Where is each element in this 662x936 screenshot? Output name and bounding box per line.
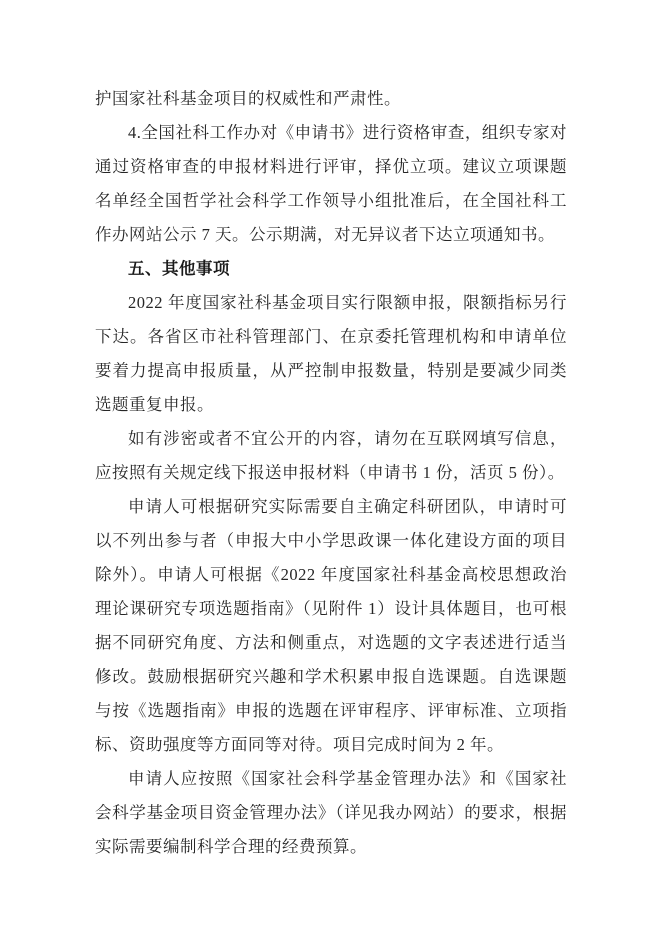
paragraph-confidential-content: 如有涉密或者不宜公开的内容，请勿在互联网填写信息，应按照有关规定线下报送申报材料（申请书 1 份，活页 5 份）。 xyxy=(95,429,567,482)
paragraph-quota-application: 2022 年度国家社科基金项目实行限额申报，限额指标另行下达。各省区市社科管理部门、在京委托管理机构和申请单位要着力提高申报质量，从严控制申报数量，特别是要减少同类选题重复申报。 xyxy=(95,293,567,414)
section-heading-other-matters: 五、其他事项 xyxy=(128,259,230,278)
paragraph-budget-requirements: 申请人应按照《国家社会科学基金管理办法》和《国家社会科学基金项目资金管理办法》（详见我办网站）的要求，根据实际需要编制科学合理的经费预算。 xyxy=(95,769,567,856)
paragraph-item-4: 4.全国社科工作办对《申请书》进行资格审查，组织专家对通过资格审查的申报材料进行评审，择优立项。建议立项课题名单经全国哲学社会科学工作领导小组批准后，在全国社科工作办网站公示 7 天。公示期满，对无异议者下达立项通知书。 xyxy=(95,123,567,244)
paragraph-continuation: 护国家社科基金项目的权威性和严肃性。 xyxy=(95,89,401,108)
paragraph-research-team: 申请人可根据研究实际需要自主确定科研团队，申请时可以不列出参与者（申报大中小学思政课一体化建设方面的项目除外）。申请人可根据《2022 年度国家社科基金高校思想政治理论课研究专项选题指南》（见附件 1）设计具体题目，也可根据不同研究角度、方法和侧重点，对选题的文字表述进行适当修改。鼓励根据研究兴趣和学术积累申报自选课题。自选课题与按《选题指南》申报的选题在评审程序、评审标准、立项指标、资助强度等方面同等对待。项目完成时间为 2 年。 xyxy=(95,497,567,754)
